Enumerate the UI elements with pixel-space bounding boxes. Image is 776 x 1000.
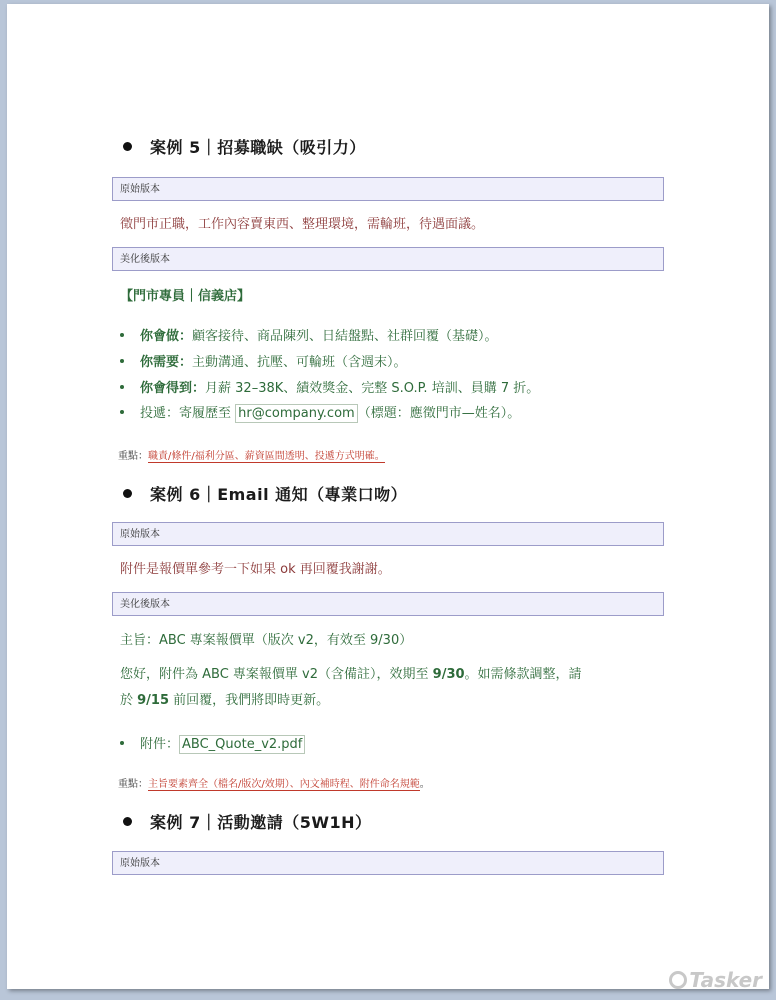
list-item: 投遞：寄履歷至 hr@company.com （標題：應徵門市—姓名）。 (120, 402, 520, 421)
case6-body-line2: 於 9/15 前回覆，我們將即時更新。 (120, 693, 330, 708)
case6-subject: 主旨：ABC 專案報價單（版次 v2，有效至 9/30） (120, 633, 413, 648)
bullet-icon (120, 385, 124, 389)
attachment-link[interactable]: ABC_Quote_v2.pdf (179, 735, 305, 754)
list-item: 附件： ABC_Quote_v2.pdf (120, 733, 305, 752)
case6-improved-bar: 美化後版本 (112, 592, 664, 616)
case6-body-line1: 您好，附件為 ABC 專案報價單 v2（含備註），效期至 9/30。如需條款調整，請 (120, 667, 582, 682)
bullet-icon (120, 410, 124, 414)
case6-heading: 案例 6｜Email 通知（專業口吻） (123, 482, 407, 505)
case5-heading: 案例 5｜招募職缺（吸引力） (123, 135, 366, 158)
bullet-icon (123, 489, 132, 498)
case7-heading: 案例 7｜活動邀請（5W1H） (123, 810, 372, 833)
list-item: 你會得到：月薪 32–38K、績效獎金、完整 S.O.P. 培訓、員購 7 折。 (120, 377, 539, 396)
bullet-icon (120, 741, 124, 745)
case5-improved-title: 【門市專員｜信義店】 (120, 289, 251, 304)
case6-original-text: 附件是報價單參考一下如果 ok 再回覆我謝謝。 (120, 562, 391, 577)
bullet-icon (123, 142, 132, 151)
case5-note: 重點：職責/條件/福利分區、薪資區間透明、投遞方式明確。 (118, 451, 385, 462)
case6-note: 重點：主旨要素齊全（檔名/版次/效期）、內文補時程、附件命名規範。 (118, 779, 430, 790)
bullet-icon (120, 359, 124, 363)
case5-improved-bar: 美化後版本 (112, 247, 664, 271)
list-item: 你需要：主動溝通、抗壓、可輪班（含週末）。 (120, 351, 407, 370)
tasker-logo-icon (669, 971, 687, 989)
case5-original-text: 徵門市正職，工作內容賣東西、整理環境，需輪班，待遇面議。 (120, 217, 485, 232)
bullet-icon (123, 817, 132, 826)
case7-original-bar: 原始版本 (112, 851, 664, 875)
case6-original-bar: 原始版本 (112, 522, 664, 546)
email-link[interactable]: hr@company.com (235, 404, 358, 423)
list-item: 你會做：顧客接待、商品陳列、日結盤點、社群回覆（基礎）。 (120, 325, 498, 344)
tasker-watermark: Tasker (669, 968, 762, 992)
bullet-icon (120, 333, 124, 337)
case5-original-bar: 原始版本 (112, 177, 664, 201)
